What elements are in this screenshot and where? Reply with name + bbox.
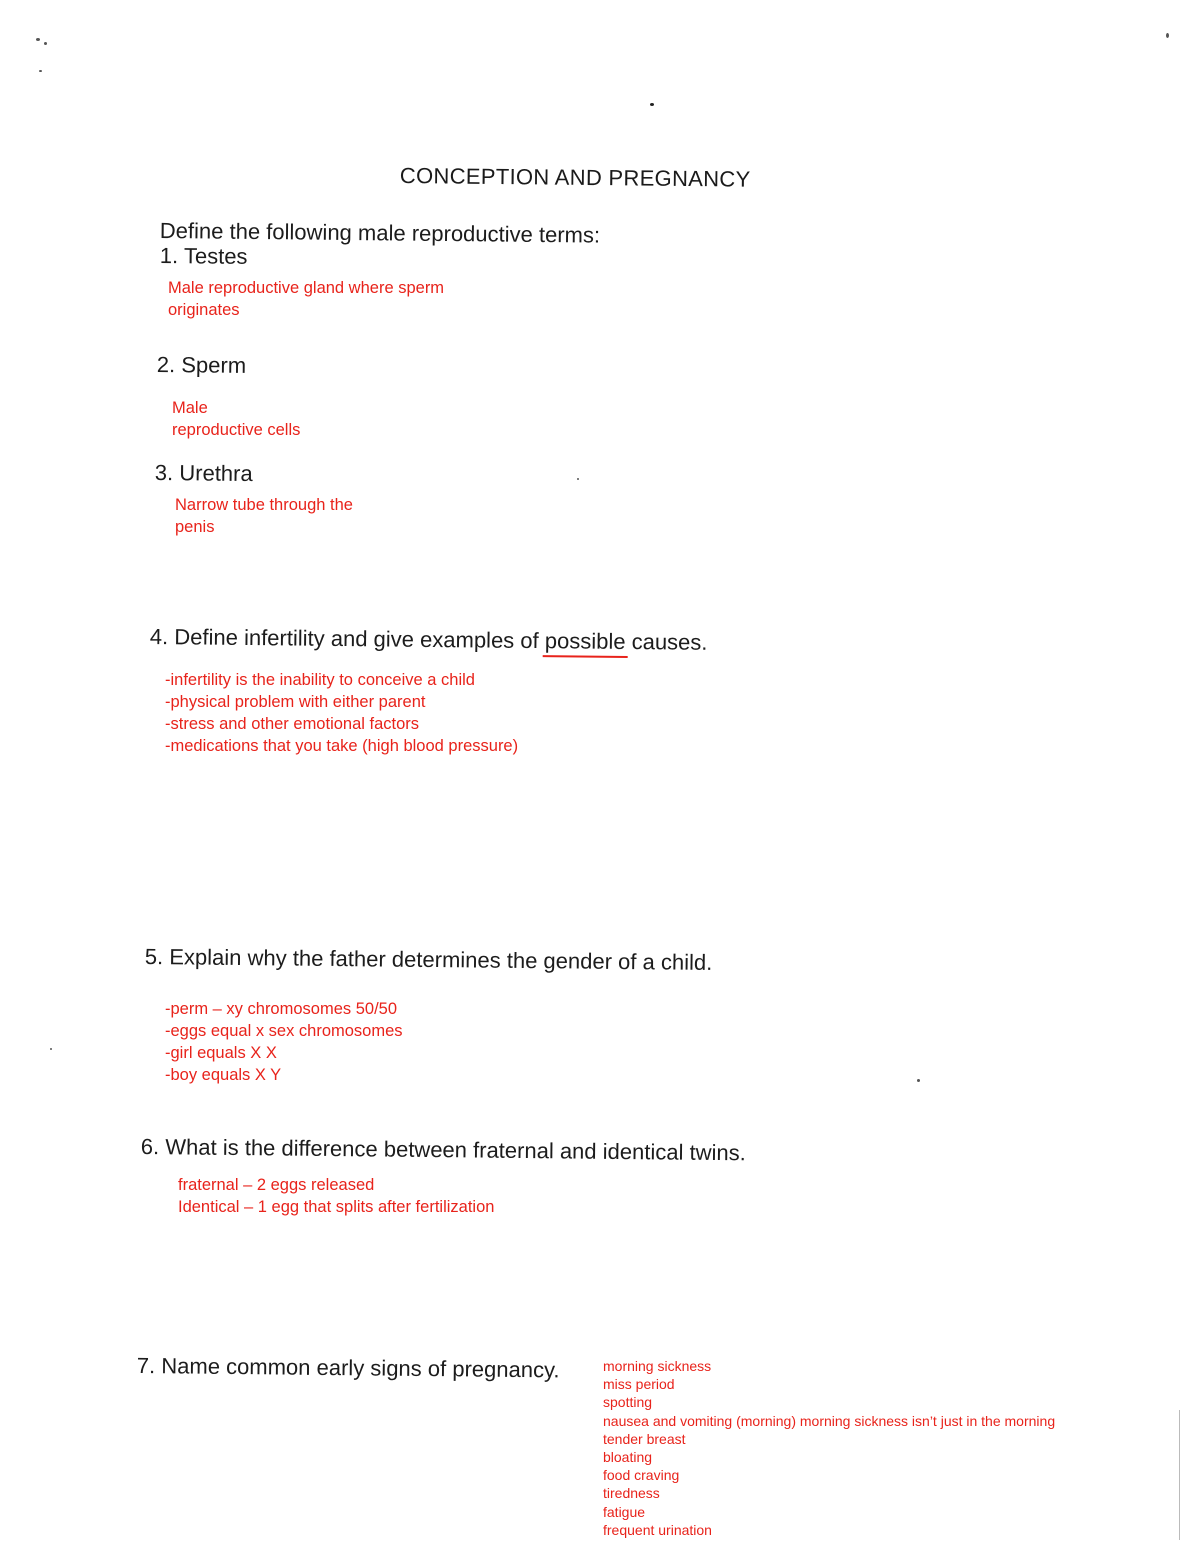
- answer-line: morning sickness: [603, 1358, 712, 1374]
- scan-speck: [1166, 33, 1169, 38]
- answer-line: -physical problem with either parent: [165, 693, 426, 711]
- section-intro: Define the following male reproductive terms:: [159, 218, 601, 248]
- answer-line: -boy equals X Y: [165, 1066, 282, 1084]
- answer-line: Male reproductive gland where sperm: [168, 279, 445, 297]
- question-4: [150, 624, 708, 656]
- scan-speck: [39, 70, 42, 72]
- answer-line: frequent urination: [603, 1521, 712, 1538]
- answer-line: -perm – xy chromosomes 50/50: [165, 1000, 398, 1018]
- answer-6: [178, 1174, 494, 1218]
- answer-line: reproductive cells: [172, 421, 301, 439]
- question-6: 6. What is the difference between fraternal and identical twins.: [140, 1134, 746, 1166]
- answer-7: [603, 1357, 1055, 1539]
- question-1: 1. Testes: [159, 243, 248, 269]
- answer-3: [175, 494, 353, 538]
- question-4-text: 4. Define infertility and give examples of: [149, 624, 545, 654]
- question-5: 5. Explain why the father determines the gender of a child.: [144, 944, 713, 975]
- answer-line: nausea and vomiting (morning) morning sickness isn’t just in the morning: [603, 1412, 1056, 1429]
- answer-line: tender breast: [603, 1430, 686, 1447]
- answer-line: -medications that you take (high blood pressure): [165, 737, 519, 755]
- answer-line: Narrow tube through the: [175, 496, 353, 514]
- scan-speck: [50, 1048, 52, 1050]
- question-7: 7. Name common early signs of pregnancy.: [136, 1353, 560, 1383]
- answer-4: [165, 669, 518, 757]
- answer-line: spotting: [603, 1394, 653, 1411]
- answer-line: bloating: [603, 1449, 653, 1466]
- answer-1: [168, 277, 444, 321]
- question-4-text-end: causes.: [625, 628, 708, 655]
- answer-line: miss period: [603, 1376, 675, 1393]
- answer-line: Identical – 1 egg that splits after fertilization: [178, 1198, 495, 1216]
- answer-line: originates: [168, 301, 240, 319]
- scan-speck: [36, 38, 40, 41]
- answer-line: Male: [172, 399, 208, 417]
- underlined-word: possible: [544, 628, 626, 654]
- page-title: CONCEPTION AND PREGNANCY: [399, 163, 751, 192]
- answer-line: tiredness: [603, 1485, 660, 1502]
- answer-line: food craving: [603, 1467, 680, 1484]
- scan-edge-mark: [1179, 1410, 1180, 1540]
- scan-speck: [917, 1079, 920, 1082]
- scan-speck: [650, 103, 654, 106]
- answer-line: -girl equals X X: [165, 1044, 277, 1062]
- answer-line: -infertility is the inability to conceive a child: [165, 671, 475, 689]
- answer-2: [172, 397, 300, 441]
- answer-5: [165, 998, 403, 1086]
- scan-speck: [44, 42, 47, 45]
- answer-line: penis: [175, 518, 215, 536]
- answer-line: fatigue: [603, 1503, 646, 1520]
- answer-line: fraternal – 2 eggs released: [178, 1176, 375, 1194]
- answer-line: -eggs equal x sex chromosomes: [165, 1022, 403, 1040]
- answer-line: -stress and other emotional factors: [165, 715, 420, 733]
- question-2: 2. Sperm: [156, 352, 247, 378]
- question-3: 3. Urethra: [154, 460, 253, 487]
- scan-speck: [577, 478, 579, 480]
